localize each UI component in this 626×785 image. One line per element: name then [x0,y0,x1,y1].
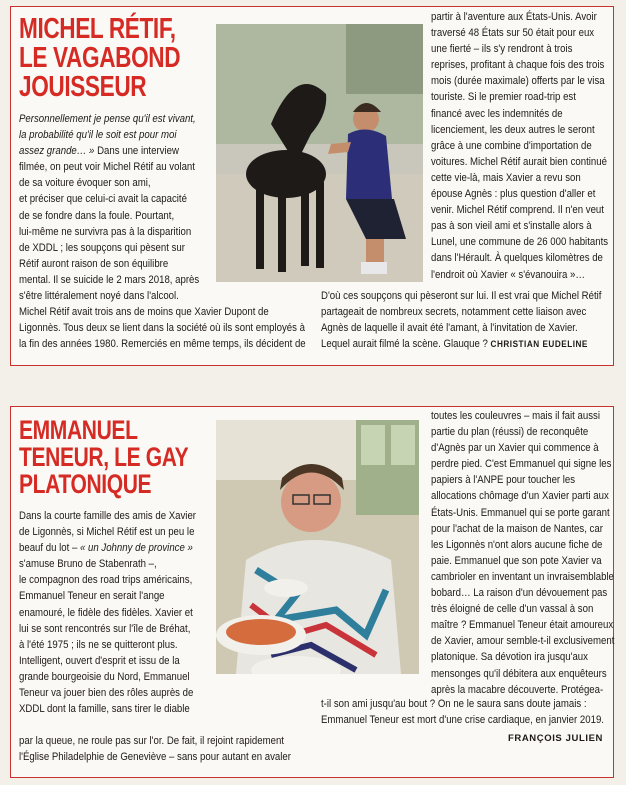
text-line: de XDDL ; les soupçons qui pèsent sur [19,241,185,254]
text-line: très éloigné de celle d'un vassal à son [431,603,594,616]
text-line: t-il son ami jusqu'au bout ? On ne le saura sans doute jamais : [321,698,587,710]
author-signature: CHRISTIAN EUDELINE [490,339,588,351]
article-text-left [19,508,196,717]
text-line: cambrioler en inventant un invraisemblable [431,570,614,583]
text-line: toutes les couleuvres – mais il fait aussi [431,410,600,422]
text-line: mois (durée maximale) offerts par le visa [431,75,605,88]
text-line: assez grande… » [19,145,95,158]
text-line: l'Église Philadelphie de Geneviève – sans pour autant en avaler [19,751,291,764]
text-line: partie du plan (réussi) de reconquête [431,426,589,439]
text-line: platonique. Sa dévotion ira jusqu'aux [431,651,588,664]
text-line: cette vie-là, mais Xavier a revu son [431,171,581,184]
text-line: touriste. Si le premier road-trip est [431,91,576,104]
text-line: lui-même ne survivra pas à la disparition [19,225,192,238]
title-line: TENEUR, LE GAY [19,442,189,472]
text-line: D'où ces soupçons qui pèseront sur lui. Il est vrai que Michel Rétif [321,290,602,302]
text-line: s'être littéralement noyé dans l'alcool. [19,290,179,303]
text-line: « un Johnny de province » [79,542,193,555]
text-line: bobard… La raison d'un dévouement pas [431,587,608,600]
text-line: par la queue, ne roule pas sur l'or. De fait, il rejoint rapidement [19,735,284,747]
text-line: Lequel aurait filmé la scène. Glauque ? [321,338,488,351]
text-line: voitures. Michel Rétif aurait bien continué [431,155,607,168]
text-line: les Ligonnès n'ont alors aucune fiche de [431,538,603,551]
text-line: Rétif auront raison de son équilibre [19,257,169,270]
text-line: Emmanuel Teneur est mort d'une crise cardiaque, en janvier 2019. [321,714,604,727]
text-line: Personnellement je pense qu'il est vivant, [19,113,196,125]
text-line: licenciement, les deux autres le seront [431,123,595,136]
text-line: la probabilité qu'il le soit est pour moi [19,129,177,142]
text-line: Agnès de laquelle il avait été l'amant, à l'invitation de Xavier. [321,322,578,335]
text-line: paie. Emmanuel que son pote Xavier va [431,554,602,567]
text-line: venir. Michel Rétif comprend. Il n'en veut [431,204,604,217]
article-title [19,15,180,102]
article-text-bottom-left [19,733,291,765]
title-line: JOUISSEUR [19,71,147,103]
text-line: dans l'Hérault. À quelques kilomètres de [431,252,603,265]
article-text-right [431,9,608,283]
photo-man-at-table [216,420,419,674]
article-text-left [19,111,199,304]
text-line: Dans la courte famille des amis de Xavier [19,510,197,522]
text-line: de se fondre dans la foule. Pourtant, [19,209,175,222]
text-line: financé avec les indemnités de [431,107,563,120]
text-line: Dans une interview [94,145,179,158]
text-line: de sa voiture évoquer son ami, [19,177,151,190]
title-line: LE VAGABOND [19,42,181,74]
text-line: s'amuse Bruno de Stabenrath –, [19,558,157,571]
text-line: l'endroit où Xavier « s'évanouira »… [431,268,585,281]
article-title [19,417,188,498]
text-line: la fin des années 1980. Remerciés en même temps, ils décident de [19,338,306,351]
text-line: mental. Il se suicide le 2 mars 2018, après [19,273,200,286]
article-text-bottom-left [19,304,306,352]
text-line: lui se sont rencontrés sur l'île de Bréhat, [19,622,191,635]
author-signature: FRANÇOIS JULIEN [507,733,603,744]
text-line: après la macabre découverte. Protégea- [431,683,604,696]
text-line: Lunel, une commune de 26 000 habitants [431,236,609,249]
article-michel-retif [10,6,614,366]
text-line: d'Agnès par un Xavier qui commence à [431,442,599,455]
text-line: pas à son vieil ami et s'installe alors à [431,220,592,233]
text-line: à l'été 1975 ; ils ne se quitteront plus. [19,638,178,651]
title-line: MICHEL RÉTIF, [19,13,176,45]
text-line: papiers à l'ANPE pour toucher les [431,474,576,487]
text-line: Ligonnès. Tous deux se lient dans la société où ils sont employés à [19,322,305,335]
text-line: et préciser que celui-ci avait la capacité [19,193,187,206]
text-line: de Ligonnès, si Michel Rétif est un peu le [19,526,195,539]
text-line: enamouré, le fidèle des fidèles. Xavier et [19,606,193,619]
text-line: partir à l'aventure aux États-Unis. Avoir [431,11,597,23]
text-line: États-Unis. Emmanuel qui se porte garant [431,506,610,519]
text-line: partageait de nombreux secrets, notamment cette liaison avec [321,306,587,319]
text-line: grande bourgeoisie du Nord, Emmanuel [19,670,190,683]
text-line: perdre pied. C'est Emmanuel qui signe les [431,458,612,471]
text-line: grâce à une combine d'importation de [431,139,592,152]
article-text-right [431,408,614,698]
text-line: une fierté – ils s'y rendront à trois [431,43,573,56]
text-line: traversé 48 États sur 50 était pour eux [431,27,595,40]
text-line: épouse Agnès : plus question d'aller et [431,188,596,201]
text-line: Emmanuel Teneur en serait l'ange [19,590,165,603]
text-line: allocations chômage d'un Xavier parti aux [431,490,609,503]
title-line: PLATONIQUE [19,469,152,499]
text-line: maître ? Emmanuel Teneur était amoureux [431,619,614,632]
photo-man-with-foal [216,24,423,282]
text-line: beauf du lot – [19,542,80,555]
text-line: Michel Rétif avait trois ans de moins que Xavier Dupont de [19,306,269,318]
text-line: Teneur va jouer bien des rôles auprès de [19,687,194,700]
article-emmanuel-teneur [10,406,614,778]
text-line: de Xavier, amour semble-t-il exclusivement [431,635,615,648]
article-text-bottom-right [321,288,601,353]
text-line: le compagnon des road trips américains, [19,574,193,587]
text-line: XDDL dont la famille, sans tirer le diable [19,703,190,716]
text-line: reprises, profitant à chaque fois des trois [431,59,605,72]
text-line: Intelligent, ouvert d'esprit et issu de la [19,654,180,667]
text-line: filmée, on peut voir Michel Rétif au volant [19,161,195,174]
article-text-bottom-right [321,696,604,728]
title-line: EMMANUEL [19,415,138,445]
text-line: mensonges qu'il débitera aux enquêteurs [431,667,607,680]
text-line: pour l'achat de la maison de Nantes, car [431,522,603,535]
